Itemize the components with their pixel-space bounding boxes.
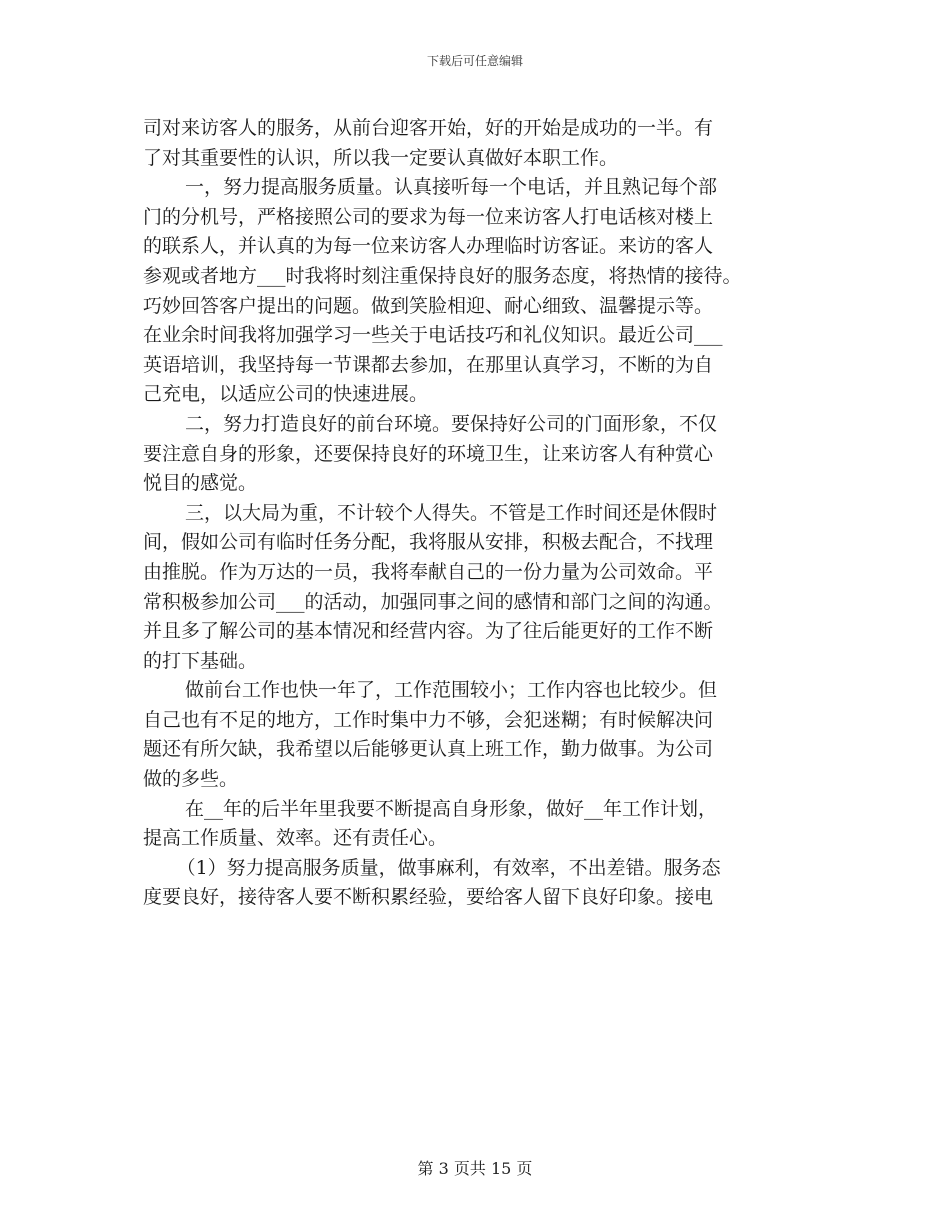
text-line: 要注意自身的形象，还要保持良好的环境卫生，让来访客人有种赏心 bbox=[143, 442, 714, 465]
text-line: 做前台工作也快一年了，工作范围较小；工作内容也比较少。但 bbox=[185, 679, 718, 702]
text-line: 常积极参加公司___的活动，加强同事之间的感情和部门之间的沟通。 bbox=[143, 590, 723, 613]
text-line: 间，假如公司有临时任务分配，我将服从安排，积极去配合，不找理 bbox=[143, 531, 714, 554]
text-line: 在__年的后半年里我要不断提高自身形象，做好__年工作计划， bbox=[185, 797, 718, 820]
text-line: 题还有所欠缺，我希望以后能够更认真上班工作，勤力做事。为公司 bbox=[143, 738, 714, 761]
text-line: 由推脱。作为万达的一员，我将奉献自己的一份力量为公司效命。平 bbox=[143, 560, 714, 583]
text-line: 巧妙回答客户提出的问题。做到笑脸相迎、耐心细致、温馨提示等。 bbox=[143, 294, 714, 317]
text-line: 一，努力提高服务质量。认真接听每一个电话，并且熟记每个部 bbox=[185, 176, 718, 199]
text-line: 并且多了解公司的基本情况和经营内容。为了往后能更好的工作不断 bbox=[143, 620, 714, 643]
text-line: 参观或者地方___时我将时刻注重保持良好的服务态度，将热情的接待。 bbox=[143, 264, 742, 287]
text-line: 己充电，以适应公司的快速进展。 bbox=[143, 383, 429, 406]
text-line: 度要良好，接待客人要不断积累经验，要给客人留下良好印象。接电 bbox=[143, 886, 714, 909]
text-line: （1）努力提高服务质量，做事麻利，有效率，不出差错。服务态 bbox=[176, 856, 721, 879]
text-line: 二，努力打造良好的前台环境。要保持好公司的门面形象，不仅 bbox=[185, 412, 718, 435]
page-footer: 第 3 页共 15 页 bbox=[417, 1159, 533, 1178]
text-line: 悦目的感觉。 bbox=[143, 472, 258, 495]
text-line: 门的分机号，严格接照公司的要求为每一位来访客人打电话核对楼上 bbox=[143, 205, 714, 228]
page-header: 下载后可任意编辑 bbox=[426, 54, 523, 68]
text-line: 司对来访客人的服务，从前台迎客开始，好的开始是成功的一半。有 bbox=[143, 117, 714, 139]
text-line: 提高工作质量、效率。还有责任心。 bbox=[143, 827, 448, 850]
text-line: 在业余时间我将加强学习一些关于电话技巧和礼仪知识。最近公司___ bbox=[143, 324, 723, 347]
text-line: 的打下基础。 bbox=[143, 649, 258, 672]
text-line: 做的多些。 bbox=[143, 768, 239, 791]
text-line: 自己也有不足的地方，工作时集中力不够，会犯迷糊；有时候解决问 bbox=[143, 708, 714, 731]
document-body bbox=[143, 114, 818, 913]
text-line: 的联系人，并认真的为每一位来访客人办理临时访客证。来访的客人 bbox=[143, 235, 714, 258]
text-line: 三，以大局为重，不计较个人得失。不管是工作时间还是休假时 bbox=[185, 501, 718, 524]
text-line: 了对其重要性的认识，所以我一定要认真做好本职工作。 bbox=[143, 146, 619, 169]
text-line: 英语培训，我坚持每一节课都去参加，在那里认真学习，不断的为自 bbox=[143, 353, 714, 376]
